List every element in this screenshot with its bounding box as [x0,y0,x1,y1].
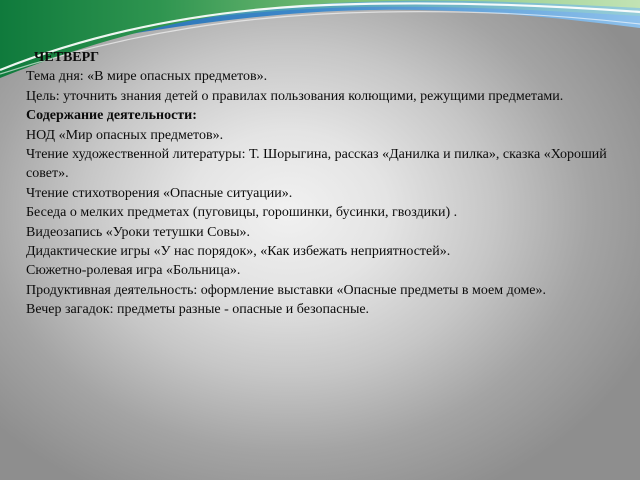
activity-item: Дидактические игры «У нас порядок», «Как избежать неприятностей». [26,244,451,260]
activity-item: Продуктивная деятельность: оформление выставки «Опасные предметы в моем доме». [26,282,547,298]
slide-content [26,48,611,320]
activity-item: НОД «Мир опасных предметов». [26,127,224,143]
activity-item: Вечер загадок: предметы разные - опасные и безопасные. [26,302,370,318]
activity-item: Чтение художественной литературы: Т. Шорыгина, рассказ «Данилка и пилка», сказка «Хороший совет». [26,147,607,182]
activity-item: Чтение стихотворения «Опасные ситуации». [26,185,293,201]
activity-item: Беседа о мелких предметах (пуговицы, горошинки, бусинки, гвоздики) . [26,205,458,221]
topic-line: Тема дня: «В мире опасных предметов». [26,69,268,85]
activity-item: Сюжетно-ролевая игра «Больница». [26,263,241,279]
goal-line: Цель: уточнить знания детей о правилах пользования колющими, режущими предметами. [26,88,564,104]
activities-heading: Содержание деятельности: [26,108,197,124]
day-heading: ЧЕТВЕРГ [34,50,100,65]
activity-item: Видеозапись «Уроки тетушки Совы». [26,224,250,240]
